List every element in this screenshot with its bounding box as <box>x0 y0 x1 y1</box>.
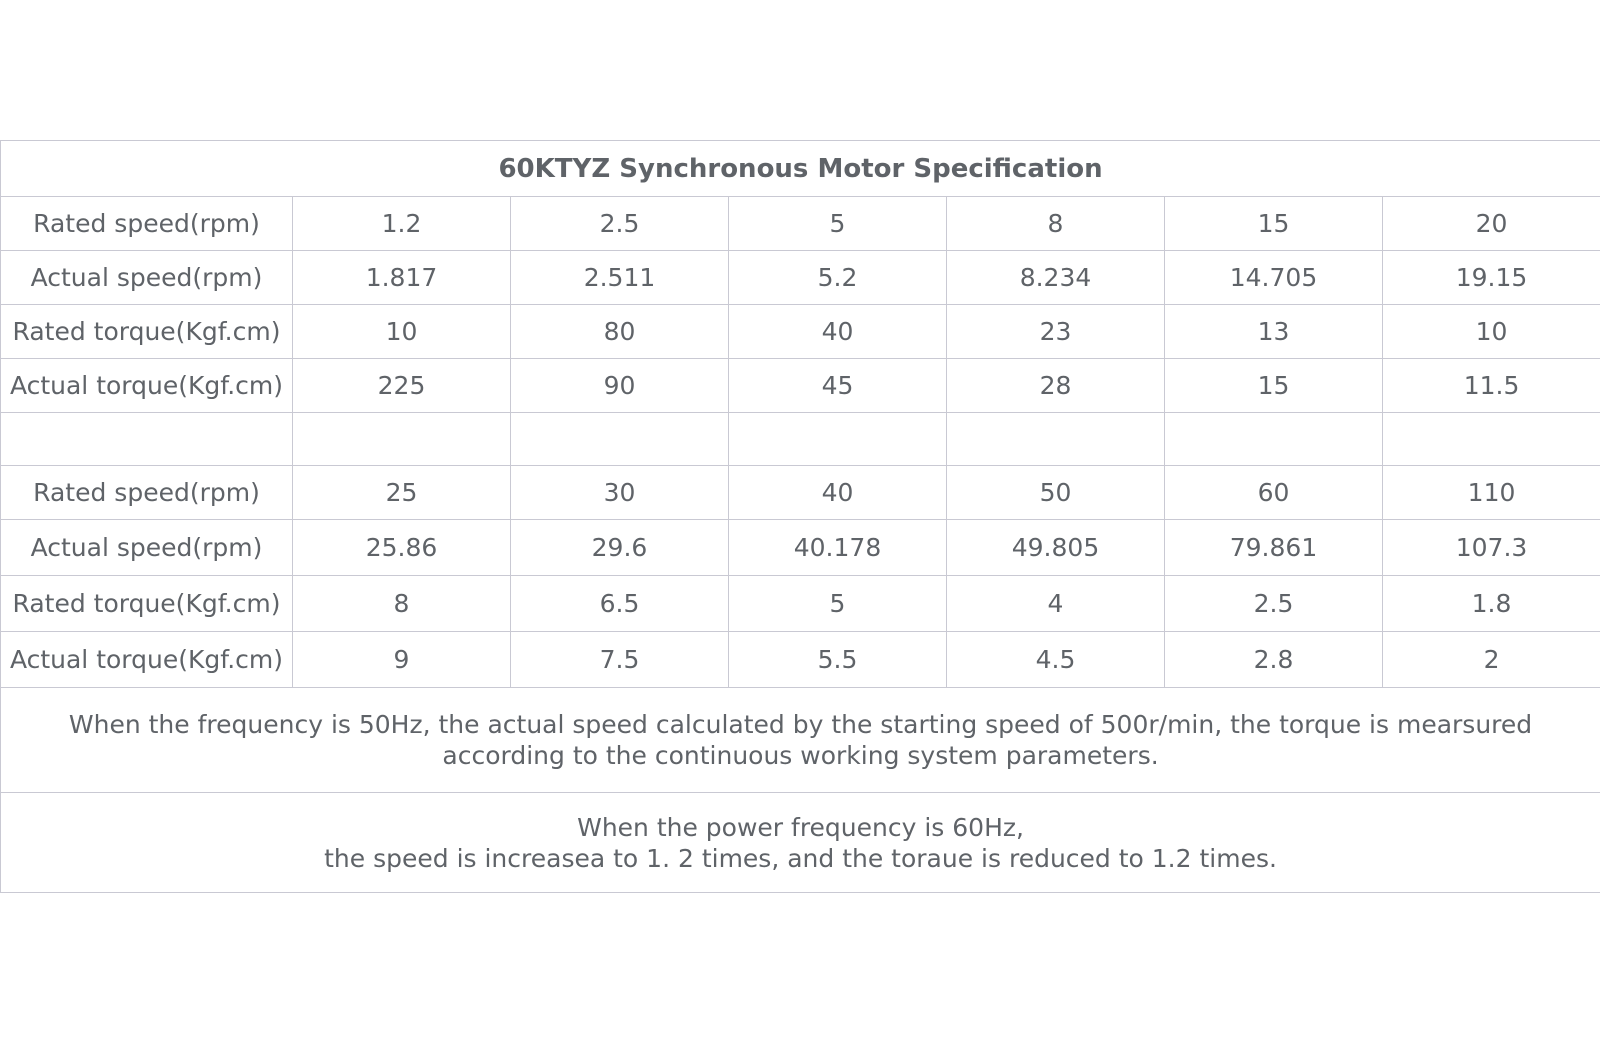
table-cell: 30 <box>511 466 729 520</box>
table-cell: 10 <box>1383 305 1600 359</box>
table-cell: 28 <box>947 359 1165 413</box>
table-cell: 40 <box>729 305 947 359</box>
title-row <box>1 141 1600 197</box>
row-label: Actual torque(Kgf.cm) <box>1 359 293 413</box>
table-cell: 1.8 <box>1383 576 1600 632</box>
empty-row <box>1 413 1600 466</box>
table-cell: 9 <box>293 632 511 688</box>
row-label: Rated torque(Kgf.cm) <box>1 576 293 632</box>
table-cell: 8.234 <box>947 251 1165 305</box>
table-cell: 20 <box>1383 197 1600 251</box>
row-label: Actual speed(rpm) <box>1 251 293 305</box>
table-cell: 50 <box>947 466 1165 520</box>
note-line: When the power frequency is 60Hz, <box>577 812 1024 842</box>
table-row <box>1 305 1600 359</box>
note-cell <box>1 688 1600 793</box>
table-row <box>1 359 1600 413</box>
table-cell: 4.5 <box>947 632 1165 688</box>
empty-cell <box>293 413 511 466</box>
note-row <box>1 688 1600 793</box>
table-row <box>1 466 1600 520</box>
table-cell: 60 <box>1165 466 1383 520</box>
table-cell: 25.86 <box>293 520 511 576</box>
table-cell: 1.817 <box>293 251 511 305</box>
table-row <box>1 576 1600 632</box>
table-cell: 90 <box>511 359 729 413</box>
table-cell: 29.6 <box>511 520 729 576</box>
table-cell: 13 <box>1165 305 1383 359</box>
row-label: Rated torque(Kgf.cm) <box>1 305 293 359</box>
table-cell: 40 <box>729 466 947 520</box>
table-cell: 5.2 <box>729 251 947 305</box>
table-cell: 4 <box>947 576 1165 632</box>
table-cell: 14.705 <box>1165 251 1383 305</box>
empty-cell <box>1383 413 1600 466</box>
table-cell: 2 <box>1383 632 1600 688</box>
table-cell: 19.15 <box>1383 251 1600 305</box>
table-row <box>1 251 1600 305</box>
table-cell: 6.5 <box>511 576 729 632</box>
table-cell: 49.805 <box>947 520 1165 576</box>
table-cell: 11.5 <box>1383 359 1600 413</box>
empty-cell <box>947 413 1165 466</box>
empty-cell <box>729 413 947 466</box>
row-label: Actual torque(Kgf.cm) <box>1 632 293 688</box>
table-cell: 25 <box>293 466 511 520</box>
table-cell: 5 <box>729 197 947 251</box>
table-cell: 80 <box>511 305 729 359</box>
note-row <box>1 793 1600 893</box>
table-cell: 5 <box>729 576 947 632</box>
table-cell: 40.178 <box>729 520 947 576</box>
row-label: Rated speed(rpm) <box>1 466 293 520</box>
table-cell: 225 <box>293 359 511 413</box>
table-cell: 1.2 <box>293 197 511 251</box>
table-cell: 15 <box>1165 359 1383 413</box>
table-cell: 110 <box>1383 466 1600 520</box>
table-cell: 2.5 <box>511 197 729 251</box>
table-cell: 8 <box>293 576 511 632</box>
note-line: When the frequency is 50Hz, the actual speed calculated by the starting speed of 500r/min, the torque is mearsured <box>68 710 1533 739</box>
table-cell: 23 <box>947 305 1165 359</box>
table-cell: 45 <box>729 359 947 413</box>
table-title: 60KTYZ Synchronous Motor Specification <box>1 141 1600 197</box>
table-row <box>1 520 1600 576</box>
table-cell: 10 <box>293 305 511 359</box>
table-cell: 79.861 <box>1165 520 1383 576</box>
table-cell: 2.511 <box>511 251 729 305</box>
table-cell: 5.5 <box>729 632 947 688</box>
table-cell: 8 <box>947 197 1165 251</box>
table-row <box>1 632 1600 688</box>
row-label: Actual speed(rpm) <box>1 520 293 576</box>
empty-cell <box>1165 413 1383 466</box>
empty-cell <box>511 413 729 466</box>
note-line: according to the continuous working system parameters. <box>442 741 1159 770</box>
note-line: the speed is increasea to 1. 2 times, and the toraue is reduced to 1.2 times. <box>324 843 1277 873</box>
table-cell: 2.8 <box>1165 632 1383 688</box>
table-cell: 2.5 <box>1165 576 1383 632</box>
note-cell <box>1 793 1600 893</box>
table-cell: 107.3 <box>1383 520 1600 576</box>
row-label: Rated speed(rpm) <box>1 197 293 251</box>
empty-cell <box>1 413 293 466</box>
table-row <box>1 197 1600 251</box>
spec-table <box>0 140 1600 893</box>
table-cell: 7.5 <box>511 632 729 688</box>
table-cell: 15 <box>1165 197 1383 251</box>
